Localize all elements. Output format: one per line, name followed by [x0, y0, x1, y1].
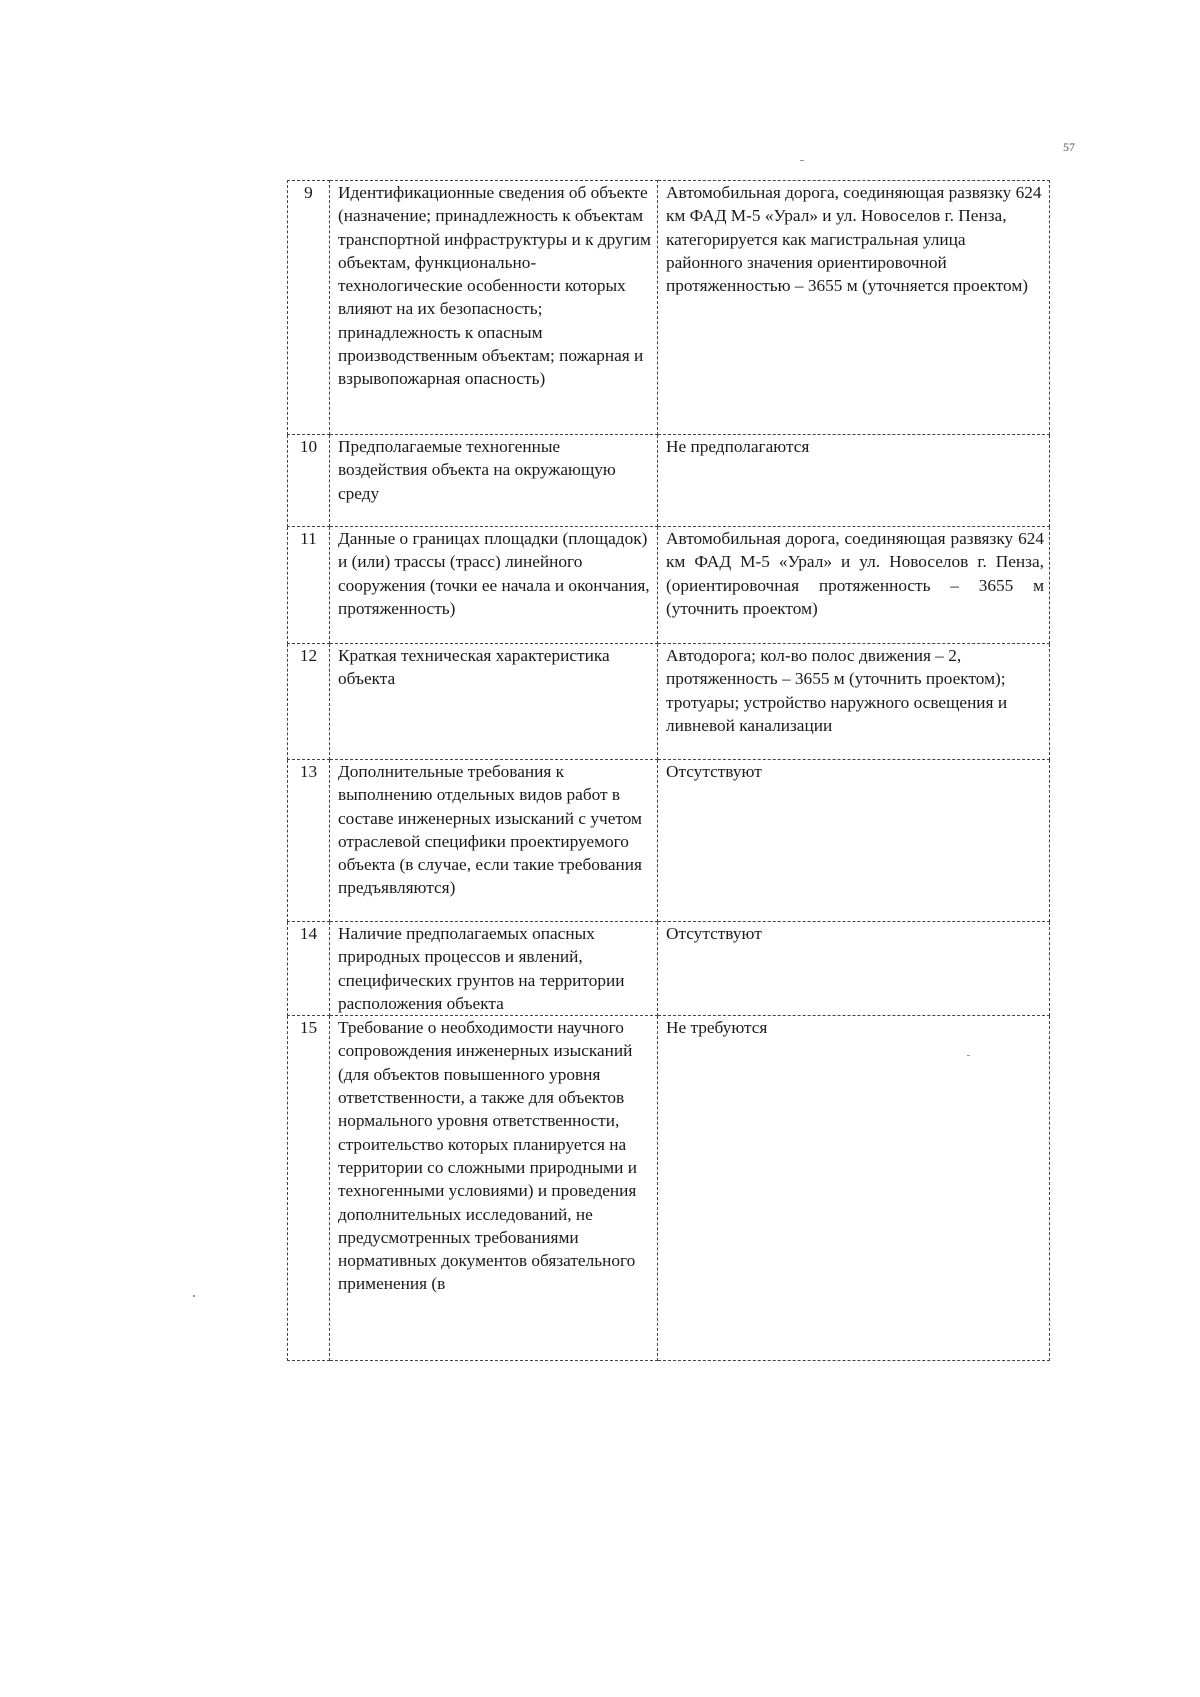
page-number: 57: [1063, 140, 1075, 154]
row-parameter: Предполагаемые техногенные воздействия объекта на окружающую среду: [330, 435, 658, 527]
row-value: Отсутствуют: [658, 922, 1050, 1016]
row-value: Отсутствуют: [658, 760, 1050, 922]
row-number: 15: [288, 1016, 330, 1361]
row-number: 9: [288, 181, 330, 435]
row-number: 13: [288, 760, 330, 922]
row-parameter: Данные о границах площадки (площадок) и (или) трассы (трасс) линейного сооружения (точки ее начала и окончания, протяженность): [330, 527, 658, 644]
table-row: [288, 922, 1050, 1016]
row-value: Автомобильная дорога, соединяющая развязку 624 км ФАД М-5 «Урал» и ул. Новоселов г. Пенза, категорируется как магистральная улица районного значения ориентировочной протяженностью – 3655 м (уточняется проектом): [658, 181, 1050, 435]
table-row: [288, 435, 1050, 527]
table-row: [288, 644, 1050, 760]
row-parameter: Наличие предполагаемых опасных природных процессов и явлений, специфических грунтов на территории расположения объекта: [330, 922, 658, 1016]
row-parameter: Идентификационные сведения об объекте (назначение; принадлежность к объектам транспортной инфраструктуры и к другим объектам, функционально-технологические особенности которых влияют на их безопасность; принадлежность к опасным производственным объектам; пожарная и взрывопожарная опасность): [330, 181, 658, 435]
row-value: Не предполагаются: [658, 435, 1050, 527]
row-parameter: Краткая техническая характеристика объекта: [330, 644, 658, 760]
row-number: 10: [288, 435, 330, 527]
scan-speck: [800, 160, 804, 161]
row-value: Не требуются: [658, 1016, 1050, 1361]
row-parameter: Дополнительные требования к выполнению отдельных видов работ в составе инженерных изысканий с учетом отраслевой специфики проектируемого объекта (в случае, если такие требования предъявляются): [330, 760, 658, 922]
row-number: 11: [288, 527, 330, 644]
table-row: [288, 181, 1050, 435]
row-parameter: Требование о необходимости научного сопровождения инженерных изысканий (для объектов повышенного уровня ответственности, а также для объектов нормального уровня ответственности, строительство которых планируется на территории со сложными природными и техногенными условиями) и проведения дополнительных исследований, не предусмотренных требованиями нормативных документов обязательного применения (в: [330, 1016, 658, 1361]
row-value: Автодорога; кол-во полос движения – 2, протяженность – 3655 м (уточнить проектом); тротуары; устройство наружного освещения и ливневой канализации: [658, 644, 1050, 760]
row-number: 12: [288, 644, 330, 760]
table-row: [288, 527, 1050, 644]
row-number: 14: [288, 922, 330, 1016]
requirements-table: [287, 180, 1050, 1361]
table-row: [288, 1016, 1050, 1361]
table-row: [288, 760, 1050, 922]
row-value: Автомобильная дорога, соединяющая развязку 624 км ФАД М-5 «Урал» и ул. Новоселов г. Пенза, (ориентировочная протяженность – 3655 м (уточнить проектом): [658, 527, 1050, 644]
scan-speck: [193, 1295, 195, 1297]
